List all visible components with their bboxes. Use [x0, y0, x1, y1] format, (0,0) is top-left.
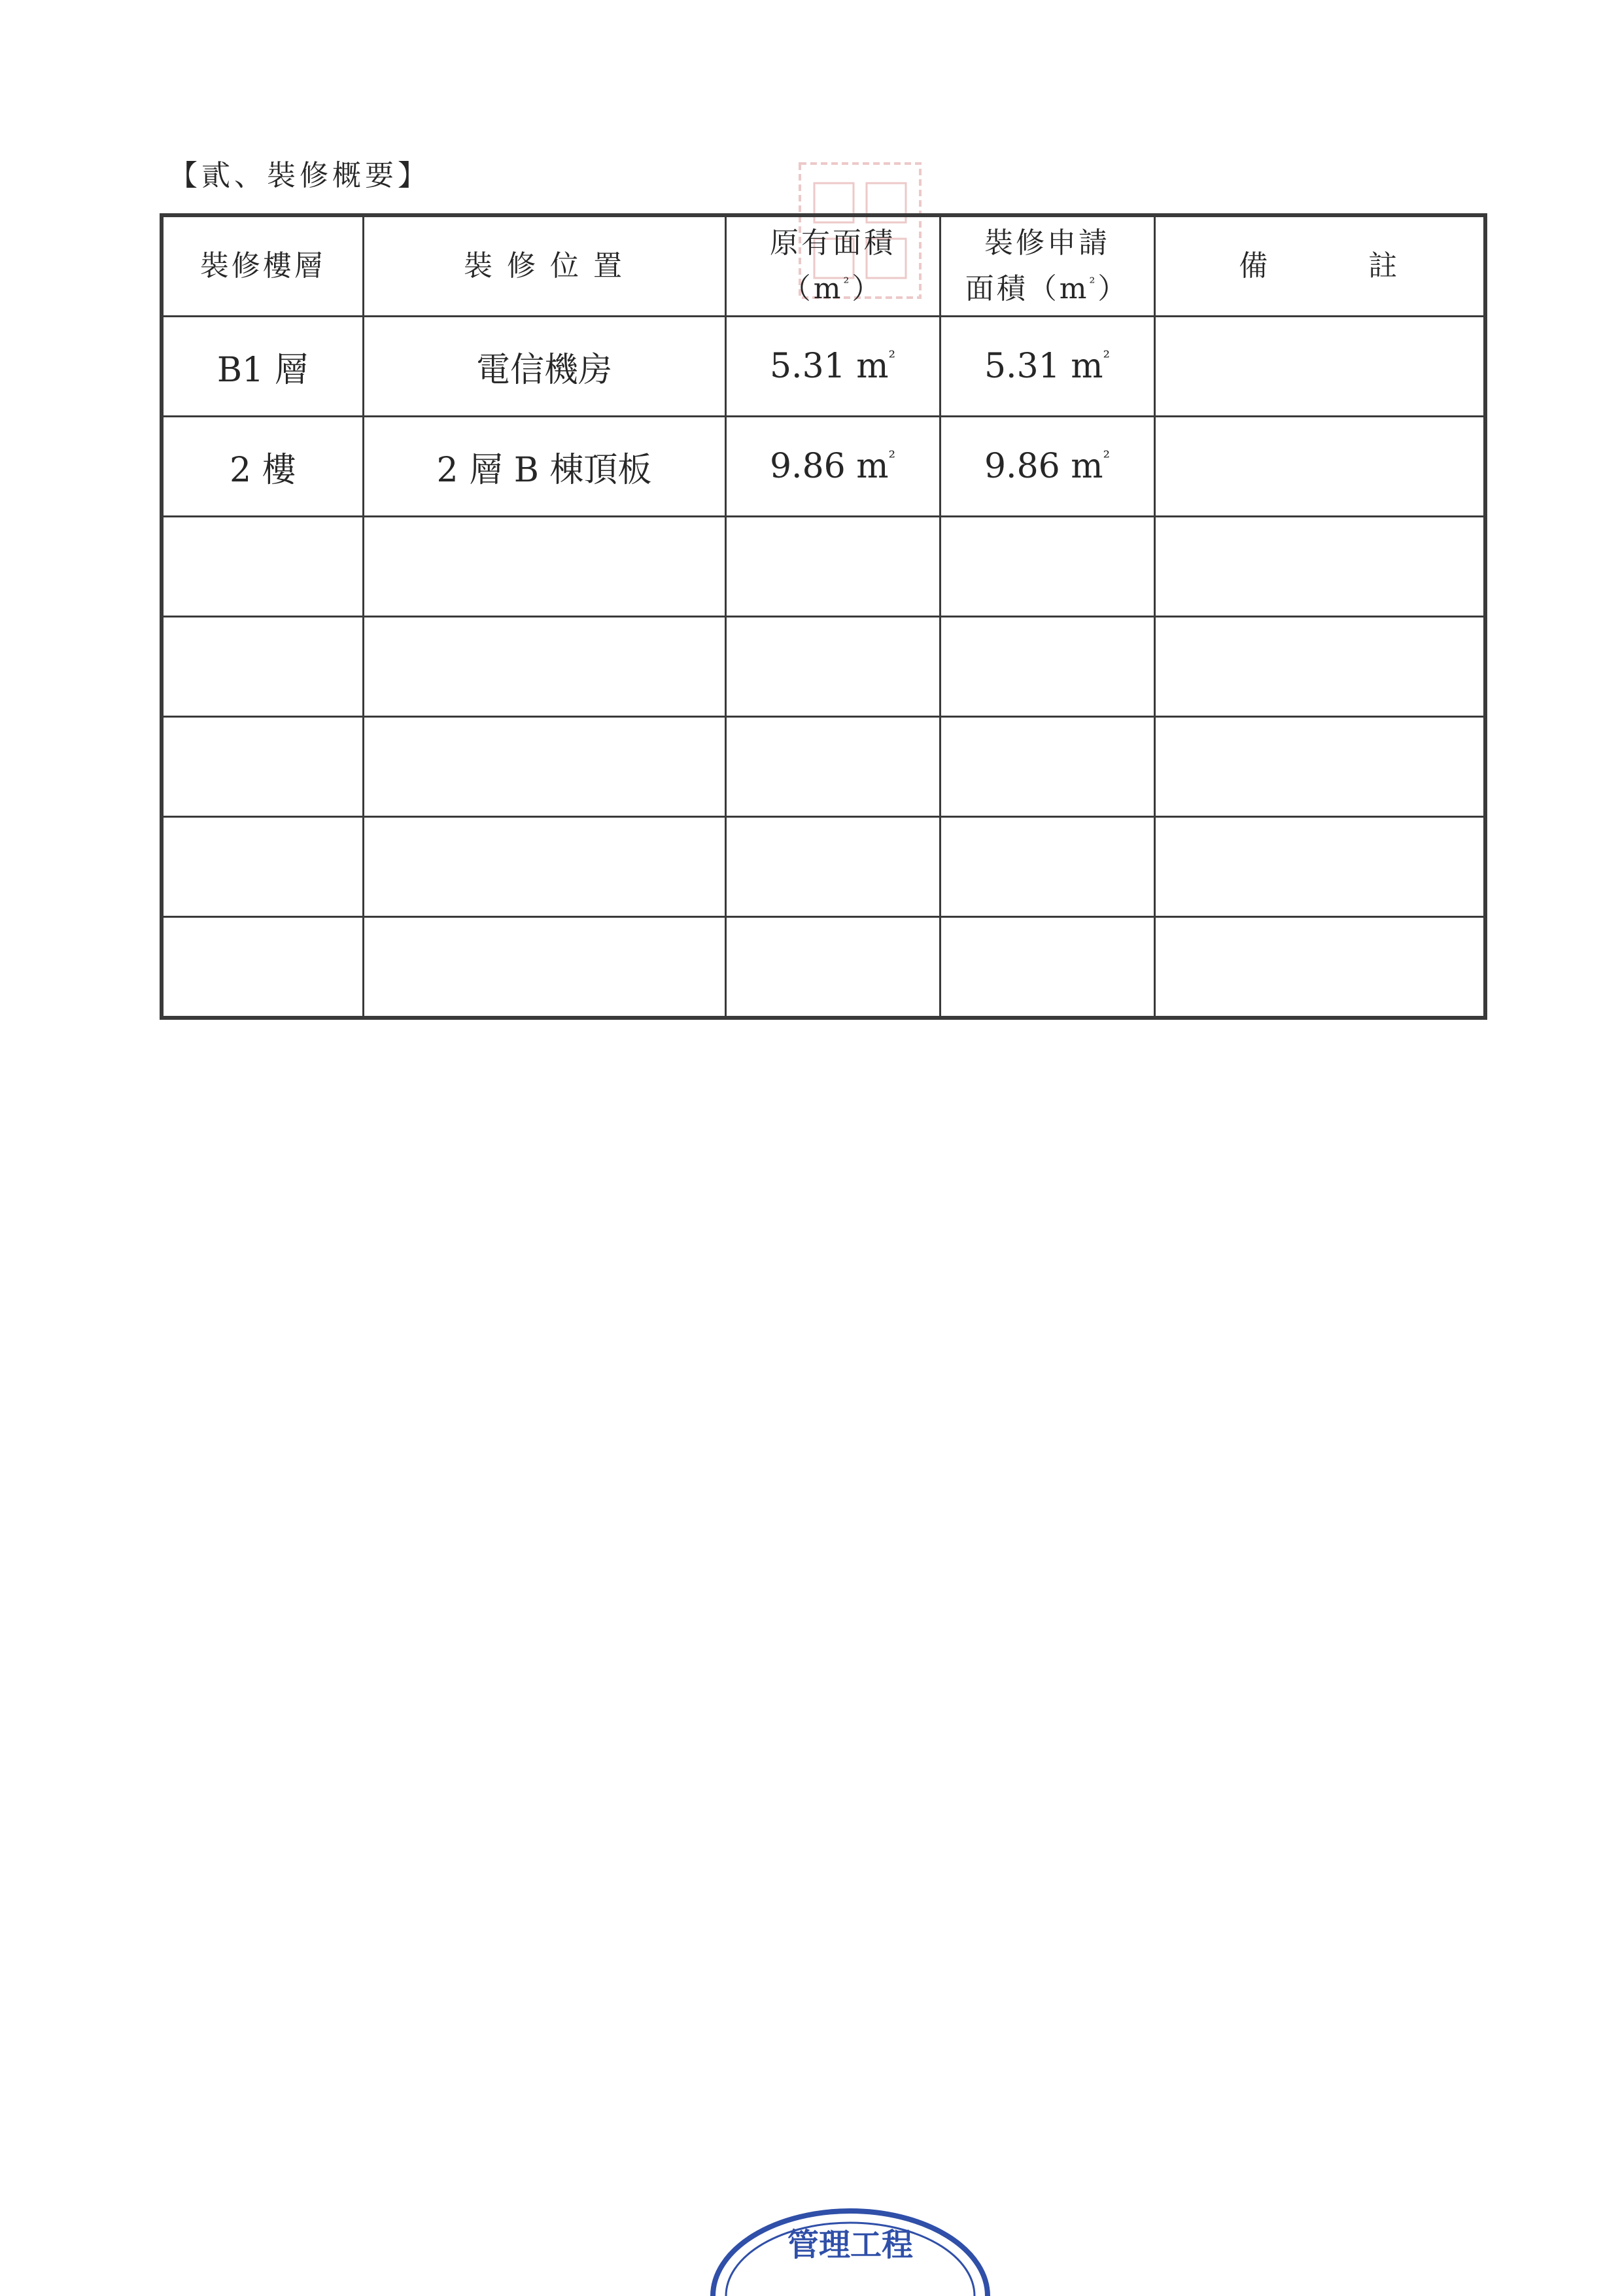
cell-floor	[162, 517, 363, 617]
header-applied-area-line1: 裝修申請	[984, 226, 1110, 260]
cell-original-area	[725, 717, 940, 817]
cell-remarks	[1154, 517, 1485, 617]
cell-original-area	[725, 517, 940, 617]
cell-applied-area	[940, 817, 1154, 917]
cell-applied-area: 9.86 $m^{^2}$	[940, 417, 1154, 517]
cell-original-area	[725, 817, 940, 917]
table-row	[162, 417, 1485, 517]
cell-location	[363, 617, 725, 717]
cell-location: 電信機房	[363, 317, 725, 417]
cell-original-area	[725, 917, 940, 1018]
renovation-summary-table	[160, 213, 1487, 1020]
cell-location	[363, 917, 725, 1018]
header-applied-area-line2: 面積$(m^{^2})$	[965, 272, 1130, 305]
table-row	[162, 617, 1485, 717]
header-floor: 裝修樓層	[162, 215, 363, 317]
cell-floor	[162, 917, 363, 1018]
header-original-area	[725, 215, 940, 317]
cell-floor	[162, 717, 363, 817]
cell-applied-area	[940, 917, 1154, 1018]
cell-location	[363, 517, 725, 617]
cell-floor	[162, 817, 363, 917]
header-remarks: 備 註	[1154, 215, 1485, 317]
cell-remarks	[1154, 617, 1485, 717]
cell-original-area	[725, 617, 940, 717]
cell-original-area: 5.31 $m^{^2}$	[725, 317, 940, 417]
table-row	[162, 717, 1485, 817]
cell-floor: 2 樓	[162, 417, 363, 517]
header-original-area-line1: 原有面積	[770, 226, 895, 260]
table-row	[162, 917, 1485, 1018]
table-row	[162, 517, 1485, 617]
table-row	[162, 317, 1485, 417]
cell-applied-area	[940, 717, 1154, 817]
cell-location	[363, 717, 725, 817]
company-seal	[700, 2198, 1001, 2296]
cell-location: 2 層 B 棟頂板	[363, 417, 725, 517]
cell-location	[363, 817, 725, 917]
header-applied-area	[940, 215, 1154, 317]
seal-text: 管理工程	[787, 2227, 914, 2263]
section-heading: 【貳、裝修概要】	[169, 159, 430, 192]
cell-remarks	[1154, 817, 1485, 917]
cell-floor: B1 層	[162, 317, 363, 417]
cell-remarks	[1154, 917, 1485, 1018]
cell-applied-area	[940, 617, 1154, 717]
cell-floor	[162, 617, 363, 717]
cell-remarks	[1154, 317, 1485, 417]
header-location: 裝 修 位 置	[363, 215, 725, 317]
table-header-row	[162, 215, 1485, 317]
cell-remarks	[1154, 717, 1485, 817]
cell-original-area: 9.86 $m^{^2}$	[725, 417, 940, 517]
cell-remarks	[1154, 417, 1485, 517]
table-row	[162, 817, 1485, 917]
cell-applied-area	[940, 517, 1154, 617]
cell-applied-area: 5.31 $m^{^2}$	[940, 317, 1154, 417]
header-original-area-line2: $(m^{^2})$	[782, 272, 884, 305]
